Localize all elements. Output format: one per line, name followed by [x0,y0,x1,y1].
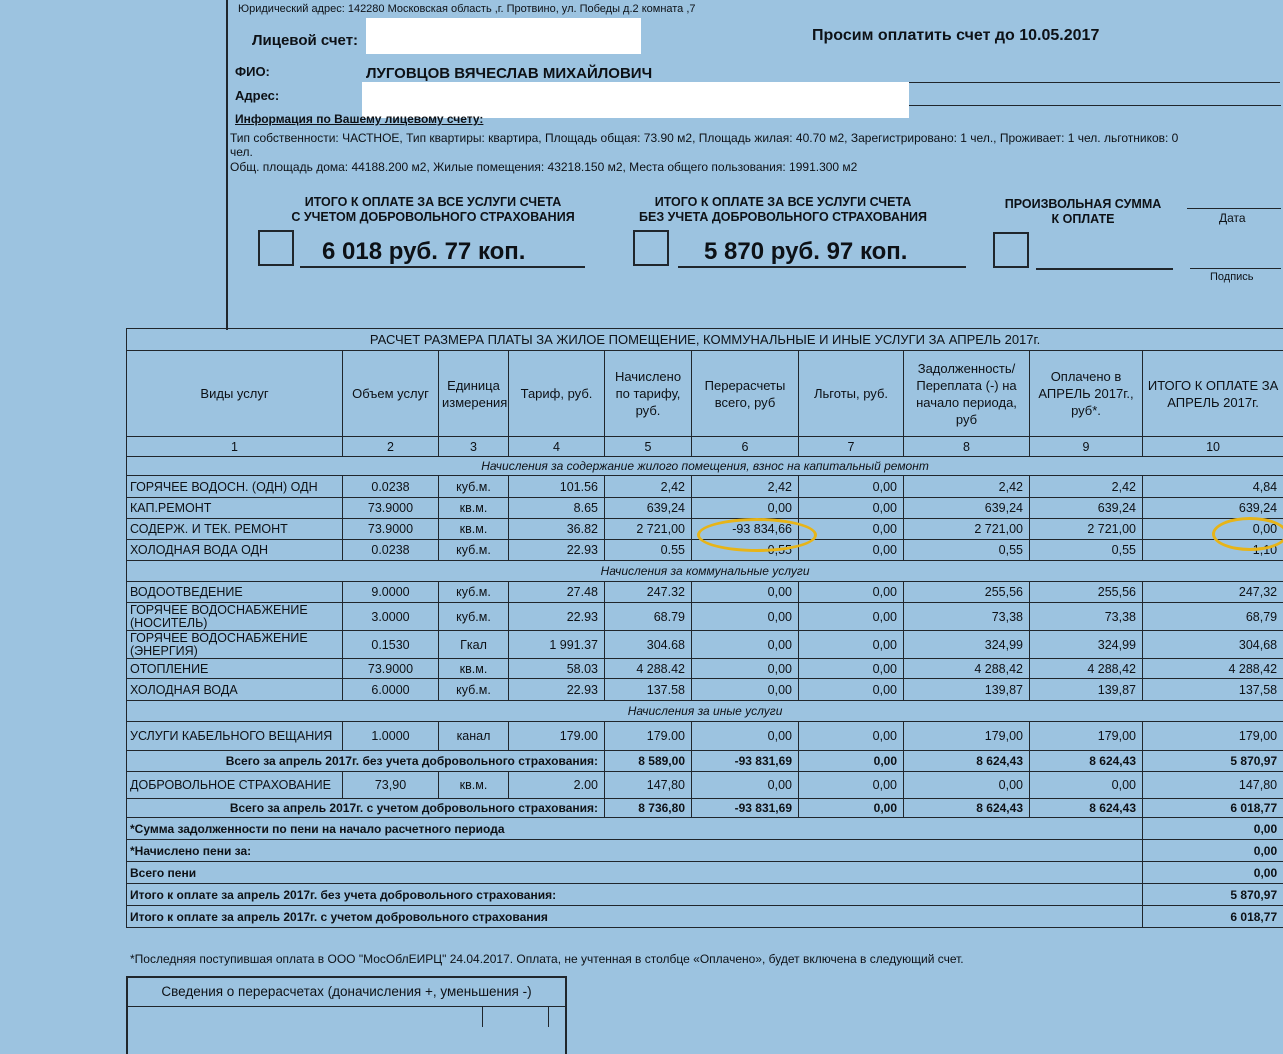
info-title: Информация по Вашему лицевому счету: [235,112,483,126]
table-row [127,457,1283,476]
recalc-table [126,976,567,1054]
without-insurance-header-line-2: БЕЗ УЧЕТА ДОБРОВОЛЬНОГО СТРАХОВАНИЯ [626,210,940,225]
table-cell: 4,84 [1143,476,1283,498]
fio-value: ЛУГОВЦОВ ВЯЧЕСЛАВ МИХАЙЛОВИЧ [366,65,652,82]
table-cell: 0,00 [799,582,904,603]
table-row [127,659,1283,679]
penalty-label: Всего пени [127,862,1143,884]
penalty-value: 0,00 [1143,862,1283,884]
penalty-value: 6 018,77 [1143,906,1283,928]
service-name: ОТОПЛЕНИЕ [127,659,343,679]
free-sum-checkbox[interactable] [993,232,1029,268]
table-cell: 2,42 [904,476,1030,498]
info-line-2: чел. [230,145,253,159]
table-cell: 58.03 [509,659,605,679]
highlight-recalc [697,518,817,552]
table-cell: 0,00 [904,772,1030,799]
service-name: ГОРЯЧЕЕ ВОДОСН. (ОДН) ОДН [127,476,343,498]
account-label: Лицевой счет: [252,32,358,49]
total-cell: 0,00 [799,799,904,818]
table-cell: куб.м. [439,476,509,498]
service-name: УСЛУГИ КАБЕЛЬНОГО ВЕЩАНИЯ [127,722,343,751]
table-cell: 6.0000 [343,679,439,701]
column-number: 3 [439,437,509,457]
total-cell: 0,00 [799,751,904,772]
column-number: 1 [127,437,343,457]
table-cell: 179,00 [1030,722,1143,751]
table-cell: 304.68 [605,631,692,659]
table-cell: 139,87 [904,679,1030,701]
table-cell: -93 834,66 [692,519,799,540]
column-header: ИТОГО К ОПЛАТЕ ЗА АПРЕЛЬ 2017г. [1143,351,1283,437]
table-row [127,631,1283,659]
table-cell: 639,24 [1143,498,1283,519]
address-label: Адрес: [235,88,279,103]
table-cell: 0,00 [799,772,904,799]
without-insurance-header-line-1: ИТОГО К ОПЛАТЕ ЗА ВСЕ УСЛУГИ СЧЕТА [626,195,940,210]
table-cell: 0,00 [692,498,799,519]
table-row [127,679,1283,701]
table-cell: 73.9000 [343,519,439,540]
pay-by-notice: Просим оплатить счет до 10.05.2017 [812,27,1099,45]
table-cell: 639,24 [605,498,692,519]
without-insurance-checkbox[interactable] [633,230,669,266]
section-header: Начисления за содержание жилого помещения, взнос на капитальный ремонт [127,457,1283,476]
penalty-value: 5 870,97 [1143,884,1283,906]
service-name: ГОРЯЧЕЕ ВОДОСНАБЖЕНИЕ (ЭНЕРГИЯ) [127,631,343,659]
table-cell: 0,00 [799,679,904,701]
table-row [127,582,1283,603]
table-cell: 27.48 [509,582,605,603]
table-cell: 73.9000 [343,498,439,519]
table-row [127,818,1283,840]
table-cell: 2.00 [509,772,605,799]
highlight-total [1212,517,1283,551]
footnote: *Последняя поступившая оплата в ООО "МосОблЕИРЦ" 24.04.2017. Оплата, не учтенная в столбце «Оплачено», будет включена в следующий счет. [130,952,964,966]
service-name: ГОРЯЧЕЕ ВОДОСНАБЖЕНИЕ (НОСИТЕЛЬ) [127,603,343,631]
column-number: 7 [799,437,904,457]
table-cell: куб.м. [439,603,509,631]
table-cell: 3.0000 [343,603,439,631]
table-row [127,772,1283,799]
column-header: Объем услуг [343,351,439,437]
column-number: 9 [1030,437,1143,457]
service-name: ДОБРОВОЛЬНОЕ СТРАХОВАНИЕ [127,772,343,799]
total-cell: 8 624,43 [1030,751,1143,772]
total-cell: 5 870,97 [1143,751,1283,772]
table-cell: 0,00 [799,540,904,561]
table-row [127,701,1283,722]
total-cell: 8 624,43 [1030,799,1143,818]
penalty-value: 0,00 [1143,818,1283,840]
table-cell: 0,00 [799,603,904,631]
service-name: КАП.РЕМОНТ [127,498,343,519]
table-cell: 9.0000 [343,582,439,603]
column-number: 2 [343,437,439,457]
table-cell: 0,00 [1143,519,1283,540]
table-cell: 68.79 [605,603,692,631]
table-cell: 2 721,00 [904,519,1030,540]
table-row [127,561,1283,582]
table-cell: 179.00 [509,722,605,751]
table-cell: 36.82 [509,519,605,540]
column-header: Тариф, руб. [509,351,605,437]
column-header: Оплачено в АПРЕЛЬ 2017г., руб*. [1030,351,1143,437]
table-cell: 0,55 [692,540,799,561]
column-number: 8 [904,437,1030,457]
date-label: Дата [1219,211,1246,225]
table-cell: 2,42 [605,476,692,498]
table-row [127,476,1283,498]
table-cell: 0,00 [799,498,904,519]
table-cell: 0,00 [692,631,799,659]
column-header: Единица измерения [439,351,509,437]
table-cell: 1.0000 [343,722,439,751]
column-number: 4 [509,437,605,457]
free-sum-header [990,197,1176,227]
table-cell: канал [439,722,509,751]
table-cell: 0,00 [1030,772,1143,799]
table-cell: 179.00 [605,722,692,751]
table-cell: куб.м. [439,540,509,561]
table-cell: 0.55 [605,540,692,561]
table-cell: 147,80 [1143,772,1283,799]
table-cell: 0.0238 [343,540,439,561]
column-number: 6 [692,437,799,457]
table-cell: кв.м. [439,519,509,540]
with-insurance-header-line-1: ИТОГО К ОПЛАТЕ ЗА ВСЕ УСЛУГИ СЧЕТА [276,195,590,210]
table-row [127,722,1283,751]
penalty-label: Итого к оплате за апрель 2017г. без учета добровольного страхования: [127,884,1143,906]
table-cell: 68,79 [1143,603,1283,631]
penalty-label: Итого к оплате за апрель 2017г. с учетом добровольного страхования [127,906,1143,928]
table-title: РАСЧЕТ РАЗМЕРА ПЛАТЫ ЗА ЖИЛОЕ ПОМЕЩЕНИЕ, КОММУНАЛЬНЫЕ И ИНЫЕ УСЛУГИ ЗА АПРЕЛЬ 2017г. [127,329,1283,351]
info-line-3: Общ. площадь дома: 44188.200 м2, Жилые помещения: 43218.150 м2, Места общего пользования: 1991.300 м2 [230,160,857,174]
table-cell: 0,00 [799,659,904,679]
table-cell: 0,00 [692,722,799,751]
table-cell: кв.м. [439,498,509,519]
table-cell: 0,00 [799,722,904,751]
table-cell: 0.1530 [343,631,439,659]
table-cell: 73,38 [1030,603,1143,631]
total-label: Всего за апрель 2017г. с учетом добровольного страхования: [127,799,605,818]
table-cell: 179,00 [1143,722,1283,751]
column-number: 5 [605,437,692,457]
table-cell: 255,56 [904,582,1030,603]
table-cell: кв.м. [439,659,509,679]
with-insurance-header [276,195,590,225]
total-cell: 8 736,80 [605,799,692,818]
table-cell: 639,24 [1030,498,1143,519]
section-header: Начисления за иные услуги [127,701,1283,722]
table-cell: 2,42 [692,476,799,498]
penalty-label: *Начислено пени за: [127,840,1143,862]
free-sum-header-line-2: К ОПЛАТЕ [990,212,1176,227]
table-cell: 101.56 [509,476,605,498]
table-cell: 73.9000 [343,659,439,679]
table-cell: 255,56 [1030,582,1143,603]
table-cell: 4 288,42 [904,659,1030,679]
without-insurance-header [626,195,940,225]
table-cell: 2 721,00 [1030,519,1143,540]
table-cell: кв.м. [439,772,509,799]
table-cell: куб.м. [439,679,509,701]
total-cell: 8 624,43 [904,751,1030,772]
legal-address: Юридический адрес: 142280 Московская область ,г. Протвино, ул. Победы д.2 комната ,7 [238,3,696,15]
table-cell: 22.93 [509,679,605,701]
table-cell: 4 288,42 [1143,659,1283,679]
table-cell: 0,00 [692,603,799,631]
column-number: 10 [1143,437,1283,457]
table-cell: 147,80 [605,772,692,799]
column-header: Виды услуг [127,351,343,437]
table-cell: 0,55 [1030,540,1143,561]
table-cell: 247.32 [605,582,692,603]
service-name: ХОЛОДНАЯ ВОДА [127,679,343,701]
column-header: Льготы, руб. [799,351,904,437]
total-cell: 6 018,77 [1143,799,1283,818]
table-cell: 139,87 [1030,679,1143,701]
table-cell: 0,00 [692,772,799,799]
table-cell: куб.м. [439,582,509,603]
table-cell: 2 721,00 [605,519,692,540]
account-redaction [366,18,641,54]
table-cell: 137.58 [605,679,692,701]
column-header: Задолженность/ Переплата (-) на начало периода, руб [904,351,1030,437]
total-cell: -93 831,69 [692,799,799,818]
table-cell: 0.0238 [343,476,439,498]
table-cell: 22.93 [509,540,605,561]
table-row [127,329,1283,351]
table-cell: 0,00 [692,659,799,679]
signature-label: Подпись [1210,271,1254,283]
with-insurance-amount: 6 018 руб. 77 коп. [322,238,525,266]
table-cell: 22.93 [509,603,605,631]
table-cell: 4 288,42 [1030,659,1143,679]
table-row [127,906,1283,928]
recalc-title: Сведения о перерасчетах (доначисления +, уменьшения -) [128,978,565,1007]
table-cell: 8.65 [509,498,605,519]
table-row [127,840,1283,862]
table-cell: 2,42 [1030,476,1143,498]
with-insurance-checkbox[interactable] [258,230,294,266]
fio-label: ФИО: [235,64,270,79]
table-cell: 324,99 [904,631,1030,659]
free-sum-header-line-1: ПРОИЗВОЛЬНАЯ СУММА [990,197,1176,212]
table-row [127,437,1283,457]
table-cell: 1,10 [1143,540,1283,561]
table-cell: 1 991.37 [509,631,605,659]
table-cell: 0,00 [692,679,799,701]
table-row [127,751,1283,772]
table-row [127,799,1283,818]
without-insurance-amount: 5 870 руб. 97 коп. [704,238,907,266]
penalty-label: *Сумма задолженности по пени на начало расчетного периода [127,818,1143,840]
column-header: Перерасчеты всего, руб [692,351,799,437]
table-cell: 0,00 [799,476,904,498]
table-cell: 247,32 [1143,582,1283,603]
table-cell: Гкал [439,631,509,659]
total-cell: -93 831,69 [692,751,799,772]
table-cell: 0,00 [799,631,904,659]
table-cell: 639,24 [904,498,1030,519]
table-cell: 4 288.42 [605,659,692,679]
penalty-value: 0,00 [1143,840,1283,862]
service-name: ВОДООТВЕДЕНИЕ [127,582,343,603]
total-cell: 8 589,00 [605,751,692,772]
column-header: Начислено по тарифу, руб. [605,351,692,437]
service-name: СОДЕРЖ. И ТЕК. РЕМОНТ [127,519,343,540]
table-cell: 324,99 [1030,631,1143,659]
section-header: Начисления за коммунальные услуги [127,561,1283,582]
table-cell: 0,00 [692,582,799,603]
table-cell: 73,38 [904,603,1030,631]
billing-table [126,328,1283,928]
service-name: ХОЛОДНАЯ ВОДА ОДН [127,540,343,561]
table-row [127,351,1283,437]
total-cell: 8 624,43 [904,799,1030,818]
table-cell: 0,55 [904,540,1030,561]
table-row [127,862,1283,884]
table-cell: 137,58 [1143,679,1283,701]
table-cell: 179,00 [904,722,1030,751]
table-row [127,498,1283,519]
table-row [127,884,1283,906]
table-cell: 73,90 [343,772,439,799]
table-cell: 0,00 [799,519,904,540]
info-line-1: Тип собственности: ЧАСТНОЕ, Тип квартиры: квартира, Площадь общая: 73.90 м2, Площадь жилая: 40.70 м2, Зарегистрировано: 1 чел., Проживает: 1 чел. льготников: 0 [230,131,1280,145]
table-cell: 304,68 [1143,631,1283,659]
table-row [127,603,1283,631]
total-label: Всего за апрель 2017г. без учета добровольного страхования: [127,751,605,772]
with-insurance-header-line-2: С УЧЕТОМ ДОБРОВОЛЬНОГО СТРАХОВАНИЯ [276,210,590,225]
